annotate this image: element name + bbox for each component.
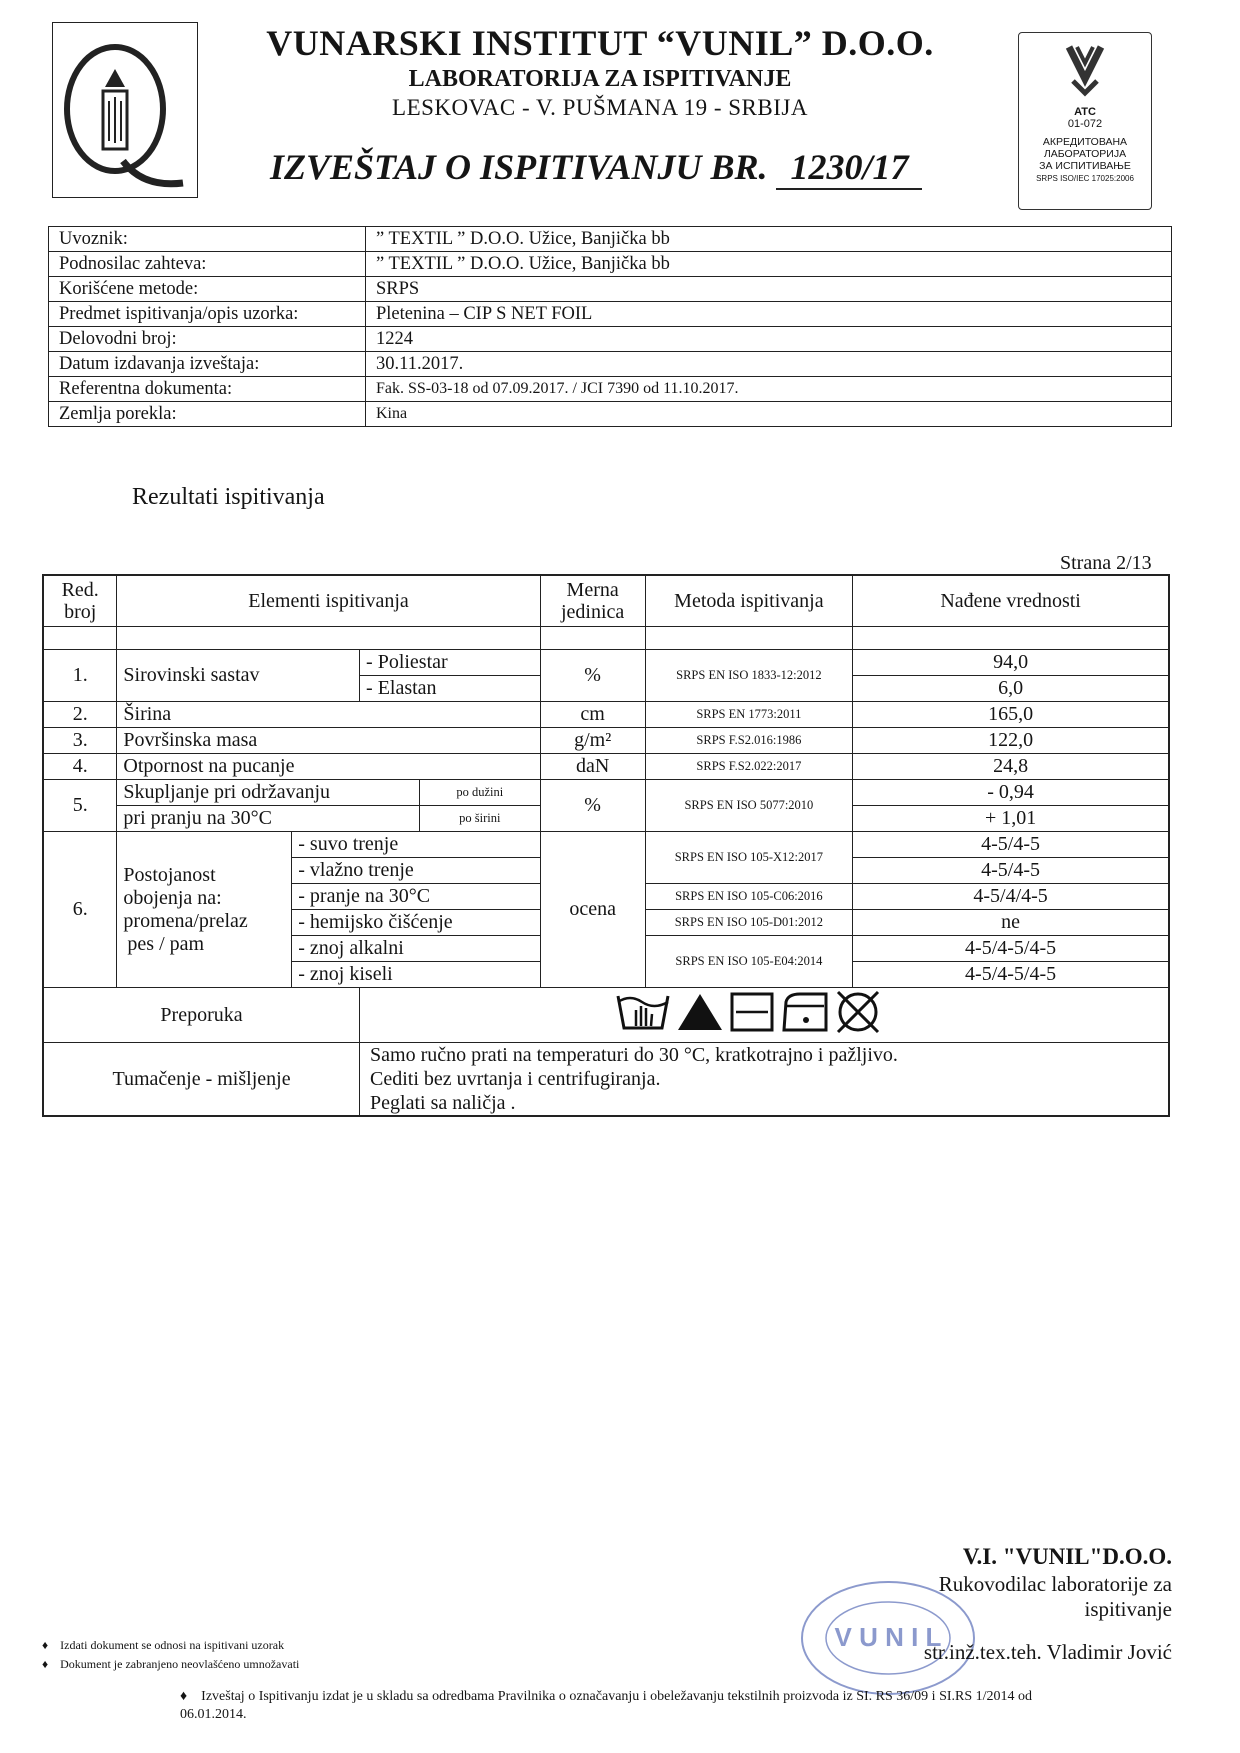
row-value: + 1,01 (853, 806, 1169, 832)
row-sub: - Elastan (360, 676, 541, 702)
info-label: Uvoznik: (49, 227, 366, 252)
row-name: pri pranju na 30°C (117, 806, 419, 832)
row-method: SRPS EN ISO 105-D01:2012 (645, 910, 853, 936)
interpretation-text (360, 1043, 1169, 1117)
atc-logo-icon (1055, 39, 1115, 99)
institute-name: VUNARSKI INSTITUT “VUNIL” D.O.O. (266, 23, 934, 63)
spacer-row (43, 627, 1169, 650)
signature-name: str.inž.tex.teh. Vladimir Jović (923, 1640, 1172, 1664)
iron-icon (784, 994, 826, 1030)
row-unit: % (540, 780, 645, 832)
header-values: Nađene vrednosti (853, 575, 1169, 627)
signature-role: Rukovodilac laboratorije za ispitivanje (938, 1572, 1172, 1621)
info-row (49, 352, 1172, 377)
row-no: 6. (43, 832, 117, 988)
interpretation-line: Cediti bez uvrtanja i centrifugiranja. (370, 1068, 661, 1090)
page-number: Strana 2/13 (1060, 552, 1152, 574)
lab-name: LABORATORIJA ZA ISPITIVANJE (408, 66, 792, 92)
footnote-text: Izdati dokument se odnosi na ispitivani uzorak (60, 1638, 285, 1652)
table-row (43, 754, 1169, 780)
row-name-line: promena/prelaz (123, 909, 248, 932)
report-title (270, 146, 950, 190)
info-value: 30.11.2017. (366, 352, 1172, 377)
footnotes (42, 1638, 299, 1676)
legal-footer (180, 1688, 1050, 1724)
info-label: Zemlja porekla: (49, 402, 366, 427)
atc-line1: АКРЕДИТОВАНА (1042, 136, 1128, 148)
row-name (117, 832, 292, 988)
accreditation-badge (1018, 32, 1152, 210)
row-value: 94,0 (853, 650, 1169, 676)
info-row (49, 377, 1172, 402)
row-method: SRPS F.S2.016:1986 (645, 728, 853, 754)
info-label: Datum izdavanja izveštaja: (49, 352, 366, 377)
info-row (49, 327, 1172, 352)
row-no: 4. (43, 754, 117, 780)
row-value: 4-5/4-5/4-5 (853, 936, 1169, 962)
care-symbols-icon (614, 988, 914, 1036)
info-value: SRPS (366, 277, 1172, 302)
row-value: 6,0 (853, 676, 1169, 702)
info-label: Podnosilac zahteva: (49, 252, 366, 277)
row-value: - 0,94 (853, 780, 1169, 806)
row-method: SRPS EN 1773:2011 (645, 702, 853, 728)
atc-code: ATC (1074, 106, 1096, 118)
interpretation-row (43, 1043, 1169, 1117)
bullet-icon: ♦ (42, 1657, 49, 1671)
row-sub: po dužini (419, 780, 540, 806)
report-number: 1230/17 (776, 146, 922, 190)
recommendation-label: Preporuka (43, 988, 360, 1043)
info-value: ” TEXTIL ” D.O.O. Užice, Banjička bb (366, 252, 1172, 277)
row-value: 4-5/4-5 (853, 858, 1169, 884)
info-label: Delovodni broj: (49, 327, 366, 352)
row-method: SRPS F.S2.022:2017 (645, 754, 853, 780)
info-label: Korišćene metode: (49, 277, 366, 302)
row-sub: - znoj kiseli (292, 962, 540, 988)
row-method: SRPS EN ISO 105-E04:2014 (645, 936, 853, 988)
atc-line3: ЗА ИСПИТИВАЊЕ (1039, 160, 1131, 172)
row-sub: - Poliestar (360, 650, 541, 676)
row-method: SRPS EN ISO 105-X12:2017 (645, 832, 853, 884)
info-label: Predmet ispitivanja/opis uzorka: (49, 302, 366, 327)
info-value: ” TEXTIL ” D.O.O. Užice, Banjička bb (366, 227, 1172, 252)
report-info-table (48, 226, 1172, 427)
signature-block (910, 1544, 1172, 1665)
row-unit: g/m² (540, 728, 645, 754)
signature-company: V.I. "VUNIL"D.O.O. (962, 1544, 1172, 1569)
recommendation-row (43, 988, 1169, 1043)
vunil-q-logo-icon (53, 23, 196, 196)
row-sub: - vlažno trenje (292, 858, 540, 884)
table-row (43, 728, 1169, 754)
row-unit: % (540, 650, 645, 702)
row-name: Površinska masa (117, 728, 540, 754)
header-no: Red. broj (43, 575, 117, 627)
row-method: SRPS EN ISO 1833-12:2012 (645, 650, 853, 702)
bullet-icon: ♦ (42, 1638, 49, 1652)
table-row (43, 832, 1169, 858)
row-name: Sirovinski sastav (117, 650, 360, 702)
interpretation-label: Tumačenje - mišljenje (43, 1043, 360, 1117)
row-value: 4-5/4/4-5 (853, 884, 1169, 910)
row-method: SRPS EN ISO 105-C06:2016 (645, 884, 853, 910)
row-method: SRPS EN ISO 5077:2010 (645, 780, 853, 832)
row-sub: - znoj alkalni (292, 936, 540, 962)
info-value: Kina (366, 402, 1172, 427)
atc-standard: SRPS ISO/IEC 17025:2006 (1036, 174, 1134, 183)
info-label: Referentna dokumenta: (49, 377, 366, 402)
info-value: 1224 (366, 327, 1172, 352)
row-value: 24,8 (853, 754, 1169, 780)
row-unit: daN (540, 754, 645, 780)
table-row (43, 780, 1169, 806)
row-value: 4-5/4-5/4-5 (853, 962, 1169, 988)
row-no: 5. (43, 780, 117, 832)
row-unit: ocena (540, 832, 645, 988)
institute-address: LESKOVAC - V. PUŠMANA 19 - SRBIJA (392, 95, 808, 120)
table-row (43, 650, 1169, 676)
results-title: Rezultati ispitivanja (132, 484, 325, 510)
row-value: 122,0 (853, 728, 1169, 754)
report-title-prefix: IZVEŠTAJ O ISPITIVANJU BR. (270, 147, 768, 187)
header-unit: Merna jedinica (540, 575, 645, 627)
footnote (42, 1657, 299, 1672)
row-no: 1. (43, 650, 117, 702)
header-method: Metoda ispitivanja (645, 575, 853, 627)
bleach-icon (678, 994, 722, 1030)
row-value: ne (853, 910, 1169, 936)
info-value: Pletenina – CIP S NET FOIL (366, 302, 1172, 327)
row-no: 2. (43, 702, 117, 728)
info-row (49, 402, 1172, 427)
header (220, 22, 980, 121)
row-sub: - suvo trenje (292, 832, 540, 858)
row-value: 4-5/4-5 (853, 832, 1169, 858)
hand-wash-icon (618, 996, 668, 1028)
interpretation-line: Peglati sa naličja . (370, 1092, 516, 1114)
row-name-line: Postojanost (123, 863, 216, 886)
row-name: Skupljanje pri održavanju (117, 780, 419, 806)
row-unit: cm (540, 702, 645, 728)
atc-line2: ЛАБОРАТОРИЈА (1043, 148, 1127, 160)
institute-logo (52, 22, 198, 198)
row-value: 165,0 (853, 702, 1169, 728)
results-header-row (43, 575, 1169, 627)
footnote-text: Dokument je zabranjeno neovlašćeno umnožavati (60, 1657, 300, 1671)
no-dry-clean-icon (838, 992, 878, 1032)
row-sub: po širini (419, 806, 540, 832)
info-value: Fak. SS-03-18 od 07.09.2017. / JCI 7390 od 11.10.2017. (366, 377, 1172, 402)
row-no: 3. (43, 728, 117, 754)
care-symbols (360, 988, 1169, 1043)
row-sub: - hemijsko čišćenje (292, 910, 540, 936)
interpretation-line: Samo ručno prati na temperaturi do 30 °C, kratkotrajno i pažljivo. (370, 1044, 898, 1066)
info-row (49, 277, 1172, 302)
row-name: Širina (117, 702, 540, 728)
info-row (49, 302, 1172, 327)
footnote (42, 1638, 299, 1653)
info-row (49, 252, 1172, 277)
row-sub: - pranje na 30°C (292, 884, 540, 910)
row-name-line: obojenja na: (123, 886, 222, 909)
row-name: Otpornost na pucanje (117, 754, 540, 780)
table-row (43, 702, 1169, 728)
svg-text:V U N I L: V U N I L (834, 1622, 942, 1652)
tumble-dry-icon (732, 994, 772, 1030)
header-elements: Elementi ispitivanja (117, 575, 540, 627)
results-table (42, 574, 1170, 1117)
atc-number: 01-072 (1067, 118, 1103, 130)
row-name-line: pes / pam (127, 932, 205, 955)
info-row (49, 227, 1172, 252)
legal-footer-text: Izveštaj o Ispitivanju izdat je u skladu sa odredbama Pravilnika o označavanju i obeležavanju tekstilnih proizvoda iz SI. RS 36/09 i SI.RS 1/2014 od 06.01.2014. (180, 1689, 1033, 1722)
bullet-icon: ♦ (180, 1689, 188, 1704)
